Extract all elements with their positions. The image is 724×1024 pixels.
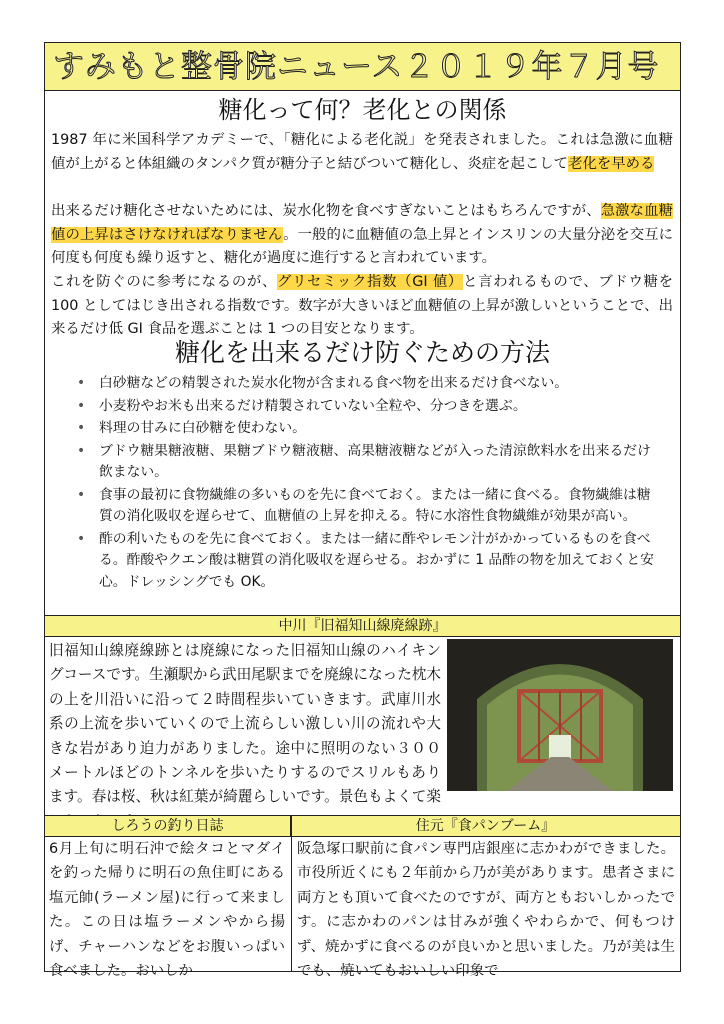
list-item (51, 373, 673, 395)
article4-title: しろうの釣り日誌 (111, 818, 224, 834)
article1-paragraph-3 (51, 271, 673, 342)
article3-title-bar (45, 615, 680, 637)
article5-title-bar (291, 815, 680, 837)
article1-p2-highlight: 急激な血糖値の上昇はさけなければなりません (51, 203, 673, 243)
bullet-icon: • (77, 442, 86, 459)
article4-body: 6月上旬に明石沖で絵タコとマダイを釣った帰りに明石の魚住町にある塩元帥(ラーメン屋)に行って来ました。この日は塩ラーメンやから揚げ、チャーハンなどをお腹いっぱい食べました。おいしか (49, 841, 285, 980)
bullet-icon: • (77, 530, 86, 547)
list-item (51, 396, 673, 418)
article1-paragraph-2 (51, 200, 673, 271)
article1-p3-text-after: と言われるもので、ブドウ糖を 100 としてはじき出される指数です。数字が大きいほど血糖値の上昇が激しいということで、出来るだけ低 GI 食品を選ぶことは 1 つの目安となります。 (51, 274, 673, 337)
tunnel-bridge-photo (447, 639, 673, 791)
article3-body: 旧福知山線廃線跡とは廃線になった旧福知山線のハイキングコースです。生瀬駅から武田尾駅までを廃線になった枕木の上を川沿いに沿って２時間程歩いていきます。武庫川水系の上流を歩いていくので上流らしい激しい川の流れや大きな岩があり迫力がありました。途中に照明のない３００メートルほどのトンネルを歩いたりするのでスリルもあります。春は桜、秋は紅葉が綺麗らしいです。景色もよくて楽 (49, 642, 441, 806)
newsletter-title: すみもと整骨院ニュース２０１９年７月号 (53, 49, 660, 85)
methods-list (51, 373, 673, 594)
article1-p3-highlight: グリセミック指数（GI 値） (277, 274, 463, 290)
list-item (51, 529, 673, 594)
article3-title: 中川『旧福知山線廃線跡』 (278, 618, 447, 634)
list-item-text: 小麦粉やお米も出来るだけ精製されていない全粒や、分つきを選ぶ。 (99, 397, 527, 414)
article1-p2-text: 出来るだけ糖化させないためには、炭水化物を食べすぎないことはもちろんですが、 (51, 203, 601, 219)
bullet-icon: • (77, 375, 86, 391)
article1-title: 糖化って何？老化との関係 (218, 96, 507, 124)
bullet-icon: • (77, 486, 86, 503)
list-item-text: 食事の最初に食物繊維の多いものを先に食べておく。または一緒に食べる。食物繊維は糖質の消化吸収を遅らせて、血糖値の上昇を抑える。特に水溶性食物繊維が効果が高い。 (99, 486, 651, 524)
list-item-text: 料理の甘みに白砂糖を使わない。 (99, 420, 306, 436)
newsletter-header (45, 43, 680, 91)
article1-p1-text: 1987 年に米国科学アカデミーで、「糖化による老化説」を発表されました。これは急激に血糖値が上がると体組織のタンパク質が糖分子と結びついて糖化し、炎症を起こして (51, 132, 673, 172)
bullet-icon: • (77, 397, 86, 414)
article1-p1-highlight: 老化を早める (568, 155, 655, 172)
article1-p3-text: これを防ぐのに参考になるのが、 (51, 274, 278, 290)
list-item (51, 418, 673, 440)
article5-title: 住元『食パンブーム』 (415, 818, 556, 834)
article1-paragraph-1 (51, 129, 673, 176)
column-divider (291, 815, 292, 971)
list-item-text: 白砂糖などの精製された炭水化物が含まれる食べ物を出来るだけ食べない。 (99, 375, 569, 391)
article5-body: 阪急塚口駅前に食パン専門店銀座に志かわができました。市役所近くにも２年前から乃が美があります。患者さまに両方とも頂いて食べたのですが、両方ともおいしかったです。に志かわのパンは甘みが強くやわらかで、何もつけず、焼かずに食べるのが良いかと思いました。乃が美は生でも、焼いてもおいしい印象で (297, 841, 675, 980)
article1-p2-text-after: 。一般的に血糖値の急上昇とインスリンの大量分泌を交互に何度も何度も繰り返すと、糖化が過度に進行すると言われています。 (51, 226, 673, 266)
bullet-icon: • (77, 420, 86, 436)
list-item-text: 酢の利いたものを先に食べておく。または一緒に酢やレモン汁がかかっているものを食べる。酢酸やクエン酸は糖質の消化吸収を遅らせる。おかずに 1 品酢の物を加えておくと安心。ドレッシングでも OK。 (99, 530, 654, 590)
list-item (51, 441, 673, 484)
article4-title-bar (45, 815, 291, 837)
article2-title: 糖化を出来るだけ防ぐための方法 (174, 338, 550, 367)
list-item-text: ブドウ糖果糖液糖、果糖ブドウ糖液糖、高果糖液糖などが入った清涼飲料水を出来るだけ飲まない。 (99, 442, 651, 480)
list-item (51, 485, 673, 528)
newsletter-frame (44, 42, 681, 980)
photo-illustration (447, 639, 673, 791)
